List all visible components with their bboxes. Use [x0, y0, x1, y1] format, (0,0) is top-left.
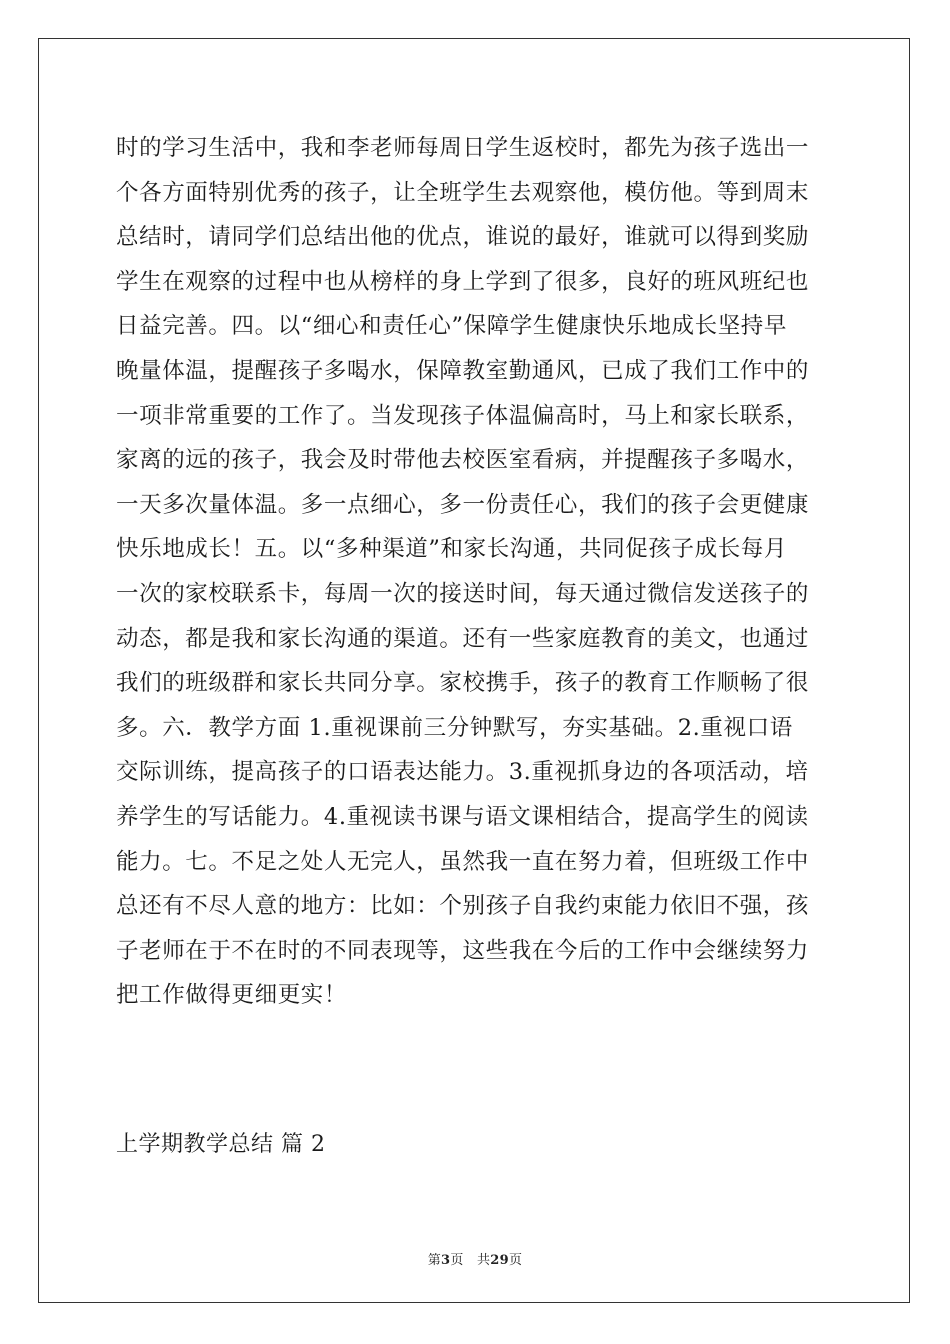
text-line: 把工作做得更细更实！	[116, 982, 348, 1009]
text-line: 时的学习生活中，我和李老师每周日学生返校时，都先为孩子选出一	[116, 135, 810, 161]
total-unit: 页	[509, 1253, 523, 1268]
page-footer	[0, 1249, 950, 1268]
text-line: 总结时，请同学们总结出他的优点，谁说的最好，谁就可以得到奖励	[116, 224, 810, 251]
text-line: 养学生的写话能力。4.重视读书课与语文课相结合，提高学生的阅读	[116, 803, 809, 830]
text-line: 个各方面特别优秀的孩子，让全班学生去观察他，模仿他。等到周末	[116, 179, 810, 206]
body-text	[116, 126, 836, 1018]
total-page-count: 29	[490, 1253, 509, 1268]
text-line: 能力。七。不足之处人无完人，虽然我一直在努力着，但班级工作中	[116, 848, 810, 875]
current-page-number: 3	[441, 1253, 451, 1268]
text-line: 一次的家校联系卡，每周一次的接送时间，每天通过微信发送孩子的	[116, 580, 810, 607]
section-heading: 上学期教学总结 篇 2	[116, 1132, 326, 1157]
text-line: 子老师在于不在时的不同表现等，这些我在今后的工作中会继续努力	[116, 937, 810, 964]
text-line: 一天多次量体温。多一点细心，多一份责任心，我们的孩子会更健康	[116, 491, 810, 518]
text-line: 交际训练，提高孩子的口语表达能力。3.重视抓身边的各项活动，培	[116, 759, 809, 786]
text-line: 动态，都是我和家长沟通的渠道。还有一些家庭教育的美文，也通过	[116, 625, 810, 652]
text-line: 多。六．教学方面 1.重视课前三分钟默写，夯实基础。2.重视口语	[116, 714, 793, 741]
text-line: 日益完善。四。以“细心和责任心”保障学生健康快乐地成长坚持早	[116, 313, 788, 340]
text-line: 总还有不尽人意的地方：比如：个别孩子自我约束能力依旧不强，孩	[116, 893, 810, 920]
page-prefix: 第	[427, 1253, 441, 1268]
text-line: 学生在观察的过程中也从榜样的身上学到了很多，良好的班风班纪也	[116, 268, 810, 295]
total-prefix: 共	[476, 1253, 491, 1268]
text-line: 晚量体温，提醒孩子多喝水，保障教室勤通风，已成了我们工作中的	[116, 357, 810, 384]
text-line: 一项非常重要的工作了。当发现孩子体温偏高时，马上和家长联系，	[116, 402, 810, 429]
text-line: 快乐地成长！五。以“多种渠道”和家长沟通，共同促孩子成长每月	[116, 536, 788, 563]
text-line: 家离的远的孩子，我会及时带他去校医室看病，并提醒孩子多喝水，	[116, 447, 810, 474]
page-unit: 页	[450, 1253, 464, 1268]
text-line: 我们的班级群和家长共同分享。家校携手，孩子的教育工作顺畅了很	[116, 670, 810, 697]
